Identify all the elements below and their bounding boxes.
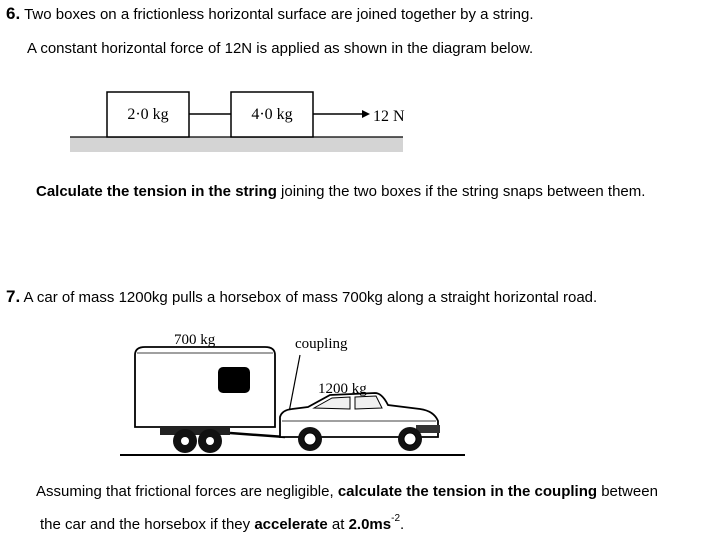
coupling-label: coupling [295,336,348,352]
car-hub-rear [304,433,316,445]
q6-task-rest: joining the two boxes if the string snaps between them. [276,183,646,200]
q7-intro-text: A car of mass 1200kg pulls a horsebox of mass 700kg along a straight horizontal road. [23,289,598,306]
car-horsebox-diagram [120,325,470,460]
car-hub-front [404,433,416,445]
car-bumper [416,425,440,433]
horsebox-hub-front [181,437,189,445]
q7-task-end: . [400,516,405,533]
q7-task-part3: the car and the horsebox if they [40,516,255,533]
q7-task-sup: -2 [391,513,401,524]
q7-number: 7. [6,287,21,306]
force-arrow-head [362,110,370,118]
surface [70,137,403,152]
q7-task-bold2: accelerate [254,516,328,533]
q7-task-part1: Assuming that frictional forces are negligible, [36,483,338,500]
q6-number: 6. [6,4,21,23]
q7-task-bold3: 2.0ms [348,516,392,533]
horsebox-hub-rear [206,437,214,445]
horsebox-window [218,367,250,393]
q6-task [36,183,645,201]
q7-task-part4: at [327,516,349,533]
box-2kg-label: 2·0 kg [127,106,169,123]
force-label: 12 N [373,108,405,125]
q7-task-bold1: calculate the tension in the coupling [337,483,598,500]
q7-line1 [6,288,597,307]
q7-task-part2: between [597,483,658,500]
box-4kg-label: 4·0 kg [251,106,293,123]
horsebox-mass-label: 700 kg [174,332,216,348]
q7-task-line1 [36,483,658,501]
horsebox-body [135,347,275,427]
car-mass-label: 1200 kg [318,381,367,397]
q7-task-line2 [40,513,405,534]
tow-bar [230,433,285,437]
q6-line2: A constant horizontal force of 12N is applied as shown in the diagram below. [27,40,534,57]
q6-task-bold: Calculate the tension in the string [36,183,277,200]
q6-line1 [6,5,534,24]
q6-intro-text: Two boxes on a frictionless horizontal surface are joined together by a string. [24,6,534,23]
boxes-diagram [60,85,430,160]
